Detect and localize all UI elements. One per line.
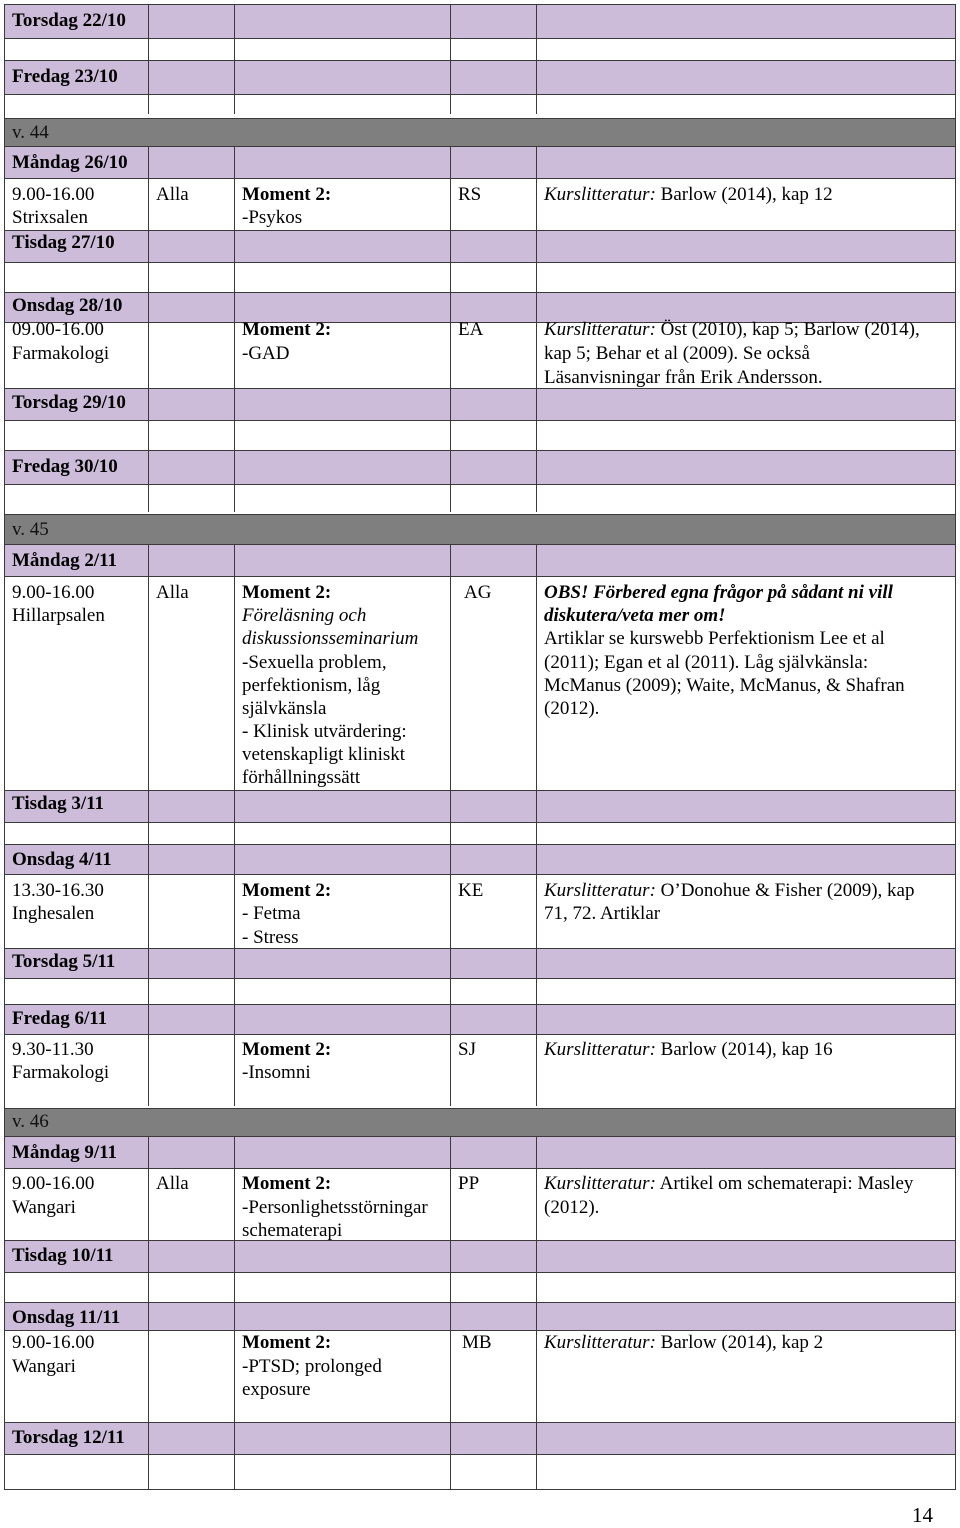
week-label-44: v. 44 — [12, 122, 49, 143]
row-band-mandag-9-11 — [4, 1136, 956, 1168]
literature-label: Kurslitteratur: — [544, 880, 656, 901]
session-room: Wangari — [12, 1356, 76, 1377]
session-group: Alla — [156, 1173, 189, 1194]
literature-label: Kurslitteratur: — [544, 1039, 656, 1060]
session-room: Farmakologi — [12, 1062, 110, 1083]
session-topic-line1: -PTSD; prolonged — [242, 1356, 382, 1377]
session-time: 9.00-16.00 — [12, 1332, 95, 1353]
week-label-46: v. 46 — [12, 1111, 49, 1132]
session-note-line2: diskutera/veta mer om! — [544, 605, 726, 626]
session-room: Wangari — [12, 1197, 76, 1218]
session-topic-line1: -Sexuella problem, — [242, 652, 387, 673]
session-topic: -Psykos — [242, 207, 303, 228]
session-teacher: AG — [464, 582, 492, 603]
session-literature-line1 — [544, 879, 914, 903]
session-literature-line3: Läsanvisningar från Erik Andersson. — [544, 367, 823, 388]
session-room: Strixsalen — [12, 207, 88, 228]
row-band-torsdag-22-10 — [4, 4, 956, 38]
day-tisdag-27-10: Tisdag 27/10 — [12, 232, 115, 253]
row-band-tisdag-10-11 — [4, 1240, 956, 1272]
session-moment: Moment 2: — [242, 319, 332, 340]
day-torsdag-5-11: Torsdag 5/11 — [12, 951, 116, 972]
session-articles-line2: (2011); Egan et al (2011). Låg självkänsla: — [544, 652, 869, 673]
day-onsdag-11-11: Onsdag 11/11 — [12, 1307, 121, 1328]
session-articles-line1: Artiklar se kurswebb Perfektionism Lee et al — [544, 628, 885, 649]
session-topic: -Insomni — [242, 1062, 311, 1083]
row-band-tisdag-3-11 — [4, 790, 956, 822]
session-topic: -GAD — [242, 343, 290, 364]
session-topic-line1: -Personlighetsstörningar — [242, 1197, 428, 1218]
day-mandag-2-11: Måndag 2/11 — [12, 550, 118, 571]
row-band-torsdag-12-11 — [4, 1422, 956, 1454]
session-literature-line2: kap 5; Behar et al (2009). Se också — [544, 343, 810, 364]
row-band-fredag-23-10 — [4, 60, 956, 94]
session-topic-line4: - Klinisk utvärdering: — [242, 721, 407, 742]
literature-text: Artikel om schematerapi: Masley — [655, 1173, 914, 1194]
session-time: 9.00-16.00 — [12, 582, 95, 603]
session-topic-line2: schematerapi — [242, 1220, 343, 1241]
week-label-45: v. 45 — [12, 519, 49, 540]
session-literature-line1 — [544, 1172, 913, 1196]
literature-text: Öst (2010), kap 5; Barlow (2014), — [655, 319, 920, 340]
day-fredag-30-10: Fredag 30/10 — [12, 456, 118, 477]
session-topic-line2: perfektionism, låg — [242, 675, 381, 696]
session-room: Inghesalen — [12, 903, 95, 924]
day-torsdag-22-10: Torsdag 22/10 — [12, 10, 126, 31]
session-literature — [544, 1331, 823, 1355]
literature-text: Barlow (2014), kap 2 — [655, 1332, 824, 1353]
row-band-torsdag-5-11 — [4, 948, 956, 978]
session-moment: Moment 2: — [242, 880, 332, 901]
day-fredag-6-11: Fredag 6/11 — [12, 1008, 108, 1029]
session-literature — [544, 1038, 833, 1062]
session-room: Hillarpsalen — [12, 605, 105, 626]
row-band-fredag-30-10 — [4, 450, 956, 484]
session-moment: Moment 2: — [242, 184, 332, 205]
session-format-line2: diskussionsseminarium — [242, 628, 419, 649]
literature-text: O’Donohue & Fisher (2009), kap — [655, 880, 915, 901]
session-time: 9.00-16.00 — [12, 1173, 95, 1194]
session-group: Alla — [156, 184, 189, 205]
session-articles-line3: McManus (2009); Waite, McManus, & Shafran — [544, 675, 905, 696]
day-onsdag-28-10: Onsdag 28/10 — [12, 295, 123, 316]
session-literature — [544, 183, 833, 207]
session-format-line1: Föreläsning och — [242, 605, 367, 626]
session-moment: Moment 2: — [242, 1173, 332, 1194]
literature-label: Kurslitteratur: — [544, 1173, 656, 1194]
session-time: 09.00-16.00 — [12, 319, 104, 340]
week-band-45 — [4, 514, 956, 544]
session-topic-line2: - Stress — [242, 927, 299, 948]
day-mandag-9-11: Måndag 9/11 — [12, 1142, 118, 1163]
literature-text: Barlow (2014), kap 16 — [655, 1039, 833, 1060]
session-literature-line1 — [544, 318, 920, 342]
week-band-46 — [4, 1108, 956, 1136]
literature-label: Kurslitteratur: — [544, 184, 656, 205]
session-time: 9.00-16.00 — [12, 184, 95, 205]
session-articles-line4: (2012). — [544, 698, 600, 719]
day-torsdag-12-11: Torsdag 12/11 — [12, 1427, 125, 1448]
row-band-onsdag-4-11 — [4, 844, 956, 874]
session-teacher: EA — [458, 319, 484, 340]
day-fredag-23-10: Fredag 23/10 — [12, 66, 118, 87]
session-teacher: MB — [462, 1332, 492, 1353]
day-tisdag-3-11: Tisdag 3/11 — [12, 793, 105, 814]
session-time: 13.30-16.30 — [12, 880, 104, 901]
session-teacher: KE — [458, 880, 484, 901]
row-band-fredag-6-11 — [4, 1004, 956, 1034]
day-torsdag-29-10: Torsdag 29/10 — [12, 392, 126, 413]
session-topic-line5: vetenskapligt kliniskt — [242, 744, 406, 765]
row-band-mandag-26-10 — [4, 146, 956, 178]
day-mandag-26-10: Måndag 26/10 — [12, 152, 128, 173]
session-moment: Moment 2: — [242, 1039, 332, 1060]
session-topic-line2: exposure — [242, 1379, 311, 1400]
session-teacher: RS — [458, 184, 482, 205]
session-topic-line6: förhållningssätt — [242, 767, 361, 788]
session-time: 9.30-11.30 — [12, 1039, 94, 1060]
row-band-torsdag-29-10 — [4, 388, 956, 420]
session-group: Alla — [156, 582, 189, 603]
day-onsdag-4-11: Onsdag 4/11 — [12, 849, 112, 870]
session-literature-line2: (2012). — [544, 1197, 600, 1218]
literature-text: Barlow (2014), kap 12 — [655, 184, 833, 205]
row-band-tisdag-27-10 — [4, 230, 956, 262]
day-tisdag-10-11: Tisdag 10/11 — [12, 1245, 114, 1266]
literature-label: Kurslitteratur: — [544, 319, 656, 340]
session-room: Farmakologi — [12, 343, 110, 364]
session-topic-line3: självkänsla — [242, 698, 327, 719]
page-number: 14 — [912, 1503, 933, 1527]
row-band-mandag-2-11 — [4, 544, 956, 576]
session-note-line1: OBS! Förbered egna frågor på sådant ni vill — [544, 582, 893, 603]
session-moment: Moment 2: — [242, 582, 332, 603]
session-literature-line2: 71, 72. Artiklar — [544, 903, 661, 924]
session-teacher: PP — [458, 1173, 480, 1194]
literature-label: Kurslitteratur: — [544, 1332, 656, 1353]
week-band-44 — [4, 118, 956, 146]
session-teacher: SJ — [458, 1039, 476, 1060]
row-band-onsdag-11-11 — [4, 1302, 956, 1330]
session-topic-line1: - Fetma — [242, 903, 301, 924]
session-moment: Moment 2: — [242, 1332, 332, 1353]
